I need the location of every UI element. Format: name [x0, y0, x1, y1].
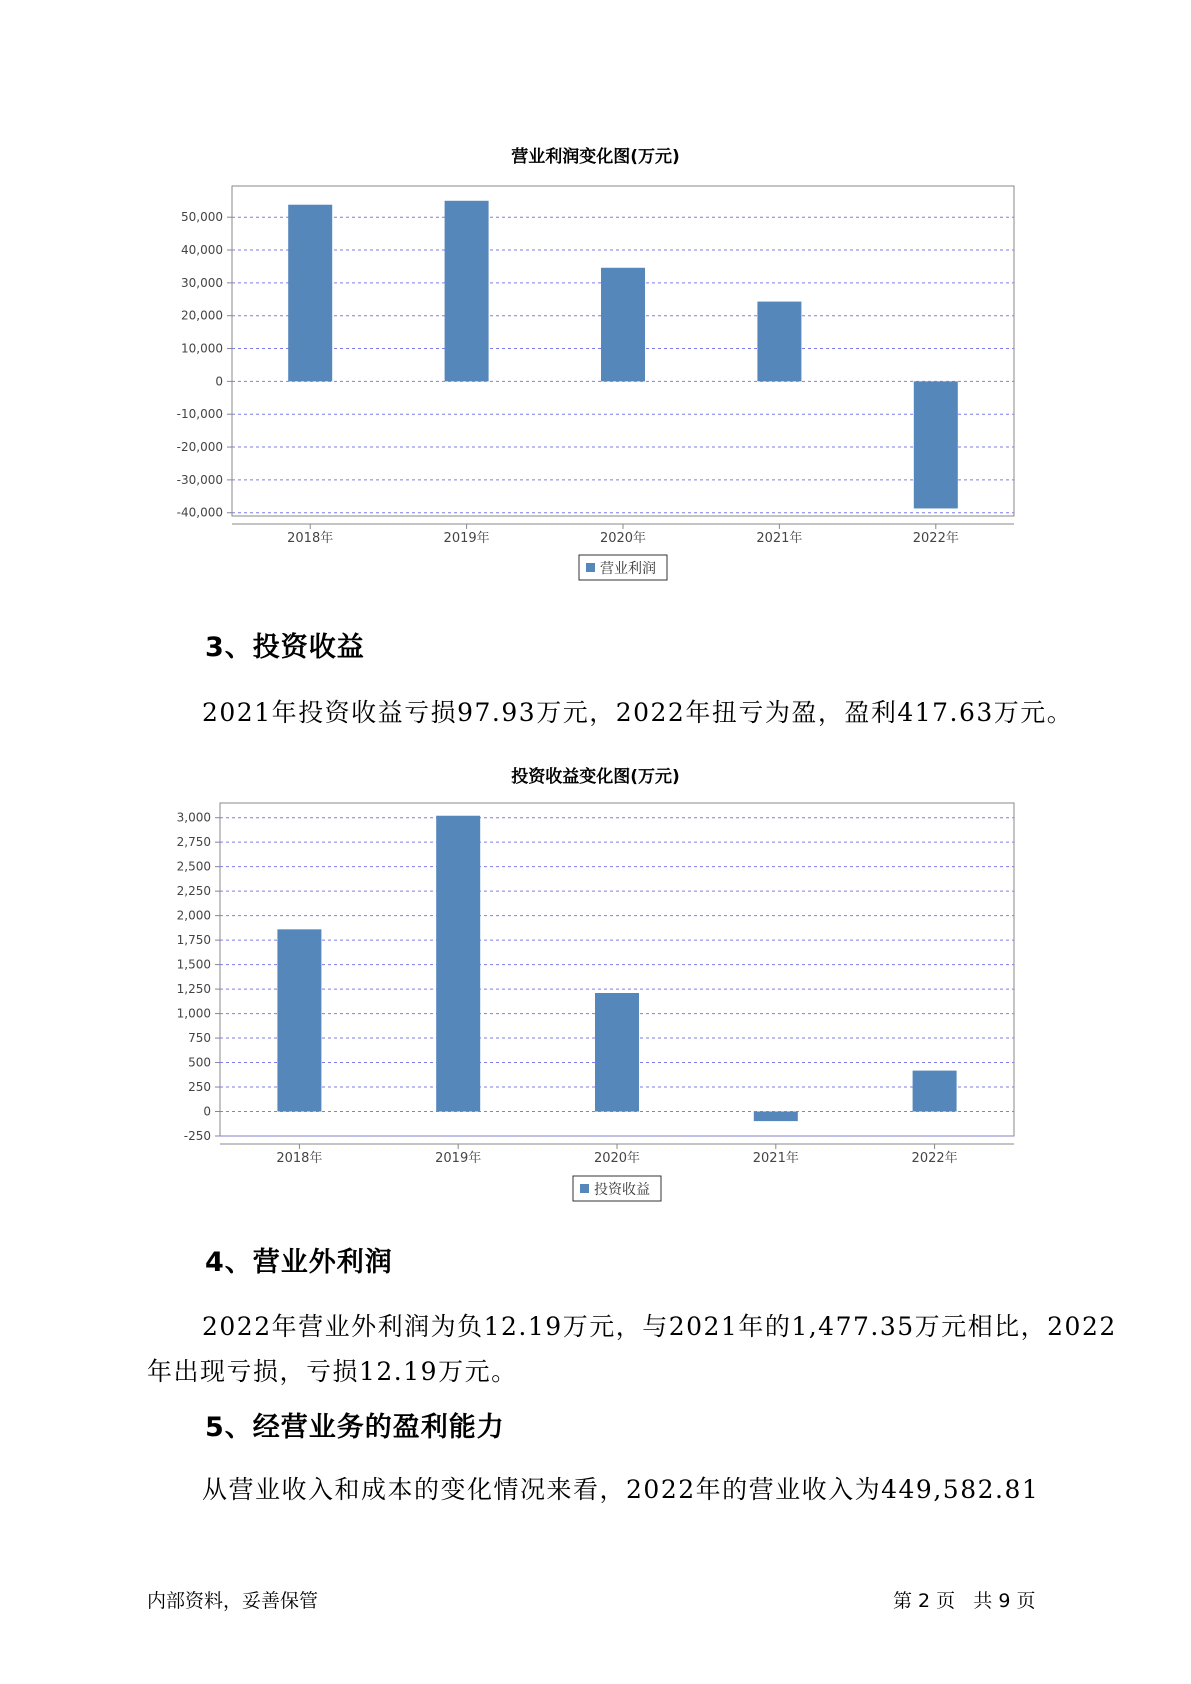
x-tick-label: 2021年: [756, 531, 803, 546]
y-tick-label: 20,000: [181, 308, 223, 323]
y-tick-label: 2,500: [176, 859, 211, 874]
footer-confidential-note: 内部资料，妥善保管: [147, 1590, 319, 1612]
y-tick-label: 2,000: [176, 908, 211, 923]
section-4-text-line2: 年出现亏损，亏损12.19万元。: [147, 1357, 518, 1386]
y-tick-label: 1,750: [176, 933, 211, 948]
y-tick-label: -10,000: [176, 407, 223, 422]
y-tick-label: 750: [188, 1031, 211, 1046]
y-tick-label: 500: [188, 1055, 211, 1070]
x-tick-label: 2022年: [911, 1151, 958, 1166]
bar: [914, 381, 958, 508]
x-tick-label: 2019年: [435, 1151, 482, 1166]
y-tick-label: 1,500: [176, 957, 211, 972]
y-tick-label: 2,250: [176, 884, 211, 899]
y-tick-label: 0: [215, 374, 223, 389]
bar: [277, 929, 321, 1111]
operating-profit-chart: [150, 180, 1030, 600]
bar: [595, 993, 639, 1112]
operating-profit-chart-svg: [150, 180, 1030, 600]
x-tick-label: 2021年: [752, 1151, 799, 1166]
bar: [436, 816, 480, 1112]
y-tick-label: 0: [203, 1104, 211, 1119]
y-tick-label: 50,000: [181, 210, 223, 225]
investment-income-chart-svg: [150, 795, 1030, 1225]
bar: [601, 268, 645, 382]
y-tick-label: 10,000: [181, 341, 223, 356]
y-tick-label: 250: [188, 1080, 211, 1095]
bar: [757, 302, 801, 382]
x-tick-label: 2018年: [276, 1151, 323, 1166]
bar: [913, 1071, 957, 1112]
y-tick-label: 1,250: [176, 982, 211, 997]
x-tick-label: 2019年: [443, 531, 490, 546]
y-tick-label: -40,000: [176, 505, 223, 520]
x-tick-label: 2018年: [287, 531, 334, 546]
section-5-text: 从营业收入和成本的变化情况来看，2022年的营业收入为449,582.81: [202, 1475, 1040, 1504]
bar: [445, 201, 489, 382]
y-tick-label: 1,000: [176, 1006, 211, 1021]
y-tick-label: 30,000: [181, 275, 223, 290]
x-tick-label: 2022年: [912, 531, 959, 546]
section-3-text: 2021年投资收益亏损97.93万元，2022年扭亏为盈，盈利417.63万元。: [202, 698, 1074, 727]
y-tick-label: 40,000: [181, 243, 223, 258]
investment-income-chart: [150, 795, 1030, 1225]
y-tick-label: -30,000: [176, 472, 223, 487]
section-5-heading: 5、经营业务的盈利能力: [205, 1412, 505, 1443]
legend-label: 投资收益: [594, 1182, 650, 1198]
y-tick-label: 3,000: [176, 810, 211, 825]
legend-swatch: [586, 563, 595, 572]
y-tick-label: 2,750: [176, 835, 211, 850]
x-tick-label: 2020年: [593, 1151, 641, 1166]
bar: [288, 205, 332, 382]
section-4-heading: 4、营业外利润: [205, 1247, 393, 1278]
x-tick-label: 2020年: [599, 531, 647, 546]
section-3-heading: 3、投资收益: [205, 632, 365, 663]
footer-page-number: 第 2 页 共 9 页: [893, 1590, 1036, 1612]
legend: [573, 1176, 661, 1201]
bar: [754, 1112, 798, 1122]
legend-label: 营业利润: [600, 561, 656, 577]
y-tick-label: -250: [183, 1129, 211, 1143]
investment-income-chart-title: 投资收益变化图(万元): [511, 767, 680, 787]
legend-swatch: [580, 1184, 589, 1193]
legend: [579, 555, 667, 580]
section-4-text-line1: 2022年营业外利润为负12.19万元，与2021年的1,477.35万元相比，2022: [202, 1312, 1117, 1341]
operating-profit-chart-title: 营业利润变化图(万元): [511, 147, 680, 167]
y-tick-label: -20,000: [176, 440, 223, 455]
